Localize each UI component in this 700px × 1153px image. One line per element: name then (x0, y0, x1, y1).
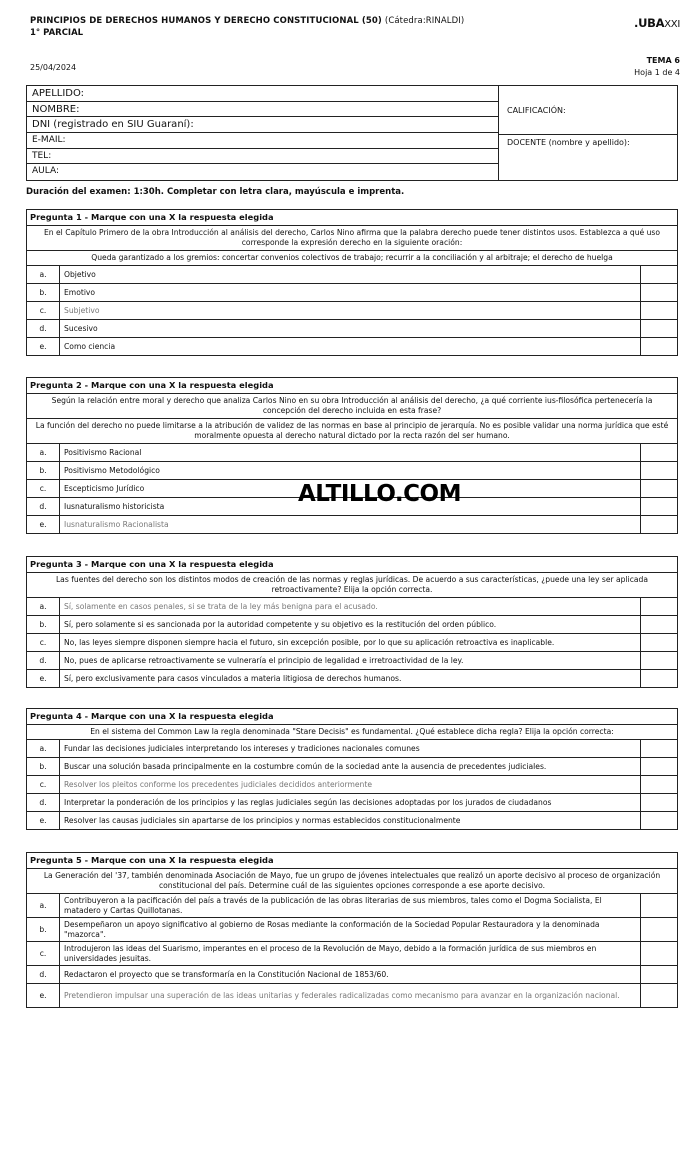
answer-box[interactable] (640, 462, 677, 479)
option-text: Positivismo Racional (64, 447, 142, 457)
question-title: Pregunta 3 - Marque con una X la respuesta elegida (27, 557, 677, 573)
answer-box[interactable] (640, 266, 677, 283)
answer-box[interactable] (640, 444, 677, 461)
option-letter: b. (27, 758, 60, 775)
course-name: PRINCIPIOS DE DERECHOS HUMANOS Y DERECHO CONSTITUCIONAL (50) (30, 16, 382, 26)
option-row (27, 966, 677, 984)
option-row (27, 516, 677, 534)
answer-box[interactable] (640, 320, 677, 337)
option-letter: d. (27, 320, 60, 337)
exam-header (30, 16, 680, 76)
option-letter: a. (27, 266, 60, 283)
option-letter: b. (27, 462, 60, 479)
option-text: Resolver las causas judiciales sin apartarse de los principios y normas establecidos constitucionalmente (64, 815, 461, 825)
option-row (27, 652, 677, 670)
answer-box[interactable] (640, 918, 677, 941)
option-text: Sí, solamente en casos penales, si se trata de la ley más benigna para el acusado. (64, 601, 378, 611)
question-title: Pregunta 1 - Marque con una X la respuesta elegida (27, 210, 677, 226)
option-text: Introdujeron las ideas del Suarismo, imperantes en el proceso de la Revolución de Mayo, debido a la formación jurídica de sus miembros en universidades jesuitas. (64, 943, 597, 963)
answer-box[interactable] (640, 516, 677, 533)
nombre-field[interactable]: NOMBRE: (27, 102, 498, 118)
option-letter: b. (27, 616, 60, 633)
page-count: Hoja 1 de 4 (634, 68, 680, 77)
question-title: Pregunta 4 - Marque con una X la respuesta elegida (27, 709, 677, 725)
answer-box[interactable] (640, 284, 677, 301)
answer-box[interactable] (640, 740, 677, 757)
question-statement: Según la relación entre moral y derecho que analiza Carlos Nino en su obra Introducción al análisis del derecho, ¿a qué corriente ius-filosófica pertenecería la concepción del derecho incluida en esta frase? (27, 394, 677, 419)
option-row (27, 794, 677, 812)
option-row (27, 740, 677, 758)
option-row (27, 894, 677, 918)
option-letter: e. (27, 516, 60, 533)
tel-field[interactable]: TEL: (27, 149, 498, 165)
option-letter: c. (27, 942, 60, 965)
option-letter: c. (27, 634, 60, 651)
option-text: Positivismo Metodológico (64, 465, 160, 475)
answer-box[interactable] (640, 634, 677, 651)
question-quote: Queda garantizado a los gremios: concertar convenios colectivos de trabajo; recurrir a la conciliación y al arbitraje; el derecho de huelga (27, 251, 677, 266)
course-title (30, 16, 680, 26)
answer-box[interactable] (640, 652, 677, 669)
brand-sub: XXI (664, 19, 680, 30)
option-letter: b. (27, 284, 60, 301)
option-text: Resolver los pleitos conforme los precedentes judiciales decididos anteriormente (64, 779, 373, 789)
aula-field[interactable]: AULA: (32, 166, 59, 177)
option-row (27, 670, 677, 688)
email-field[interactable]: E-MAIL: (27, 133, 498, 149)
option-text: Como ciencia (64, 341, 116, 351)
option-letter: e. (27, 338, 60, 355)
docente-field[interactable]: DOCENTE (nombre y apellido): (507, 138, 630, 147)
brand-main: .UBA (634, 16, 665, 30)
option-letter: e. (27, 670, 60, 687)
question-5 (26, 852, 678, 1008)
option-text: Objetivo (64, 269, 96, 279)
option-letter: c. (27, 776, 60, 793)
option-letter: d. (27, 498, 60, 515)
grading-fields (499, 86, 677, 180)
option-text: Sí, pero exclusivamente para casos vinculados a materia litigiosa de derechos humanos. (64, 673, 402, 683)
parcial-label: 1° PARCIAL (30, 28, 84, 38)
altillo-watermark: ALTILLO.COM (298, 481, 461, 507)
answer-box[interactable] (640, 942, 677, 965)
dni-field[interactable]: DNI (registrado en SIU Guaraní): (27, 117, 498, 133)
option-text: No, las leyes siempre disponen siempre hacia el futuro, sin excepción posible, por lo que su aplicación retroactiva es inaplicable. (64, 637, 555, 647)
exam-instructions: Duración del examen: 1:30h. Completar con letra clara, mayúscula e imprenta. (26, 187, 405, 197)
question-quote: La función del derecho no puede limitarse a la atribución de validez de las normas en base al principio de jerarquía. No es posible validar una norma jurídica que esté moralmente opuesta al derecho natural dictado por la recta razón del ser humano. (27, 419, 677, 444)
question-statement: Las fuentes del derecho son los distintos modos de creación de las normas y reglas jurídicas. De acuerdo a sus características, ¿puede una ley ser aplicada retroactivamente? Elija la opción correcta. (27, 573, 677, 598)
option-text: Iusnaturalismo historicista (64, 501, 165, 511)
answer-box[interactable] (640, 598, 677, 615)
option-text: Contribuyeron a la pacificación del país a través de la publicación de las obras literarias de sus miembros, tales como el Dogma Socialista, El matadero y Cartas Quillotanas. (64, 895, 602, 915)
answer-box[interactable] (640, 984, 677, 1007)
option-row (27, 942, 677, 966)
option-letter: e. (27, 812, 60, 829)
question-4 (26, 708, 678, 830)
option-text: Sí, pero solamente si es sancionada por la autoridad competente y su objetivo es la restitución del orden público. (64, 619, 497, 629)
option-row (27, 634, 677, 652)
student-fields (27, 86, 499, 180)
option-text: Emotivo (64, 287, 96, 297)
option-letter: a. (27, 894, 60, 917)
option-row (27, 758, 677, 776)
option-row (27, 302, 677, 320)
option-row (27, 284, 677, 302)
answer-box[interactable] (640, 616, 677, 633)
option-text: Buscar una solución basada principalmente en la costumbre común de la sociedad ante la ausencia de precedentes judiciales. (64, 761, 547, 771)
question-3 (26, 556, 678, 688)
question-2 (26, 377, 678, 534)
answer-box[interactable] (640, 966, 677, 983)
answer-box[interactable] (640, 758, 677, 775)
exam-date: 25/04/2024 (30, 63, 77, 72)
option-row (27, 776, 677, 794)
option-letter: e. (27, 984, 60, 1007)
option-row (27, 266, 677, 284)
option-row (27, 338, 677, 356)
option-letter: a. (27, 598, 60, 615)
option-letter: a. (27, 444, 60, 461)
option-text: Fundar las decisiones judiciales interpretando los intereses y tradiciones nacionales comunes (64, 743, 420, 753)
answer-box[interactable] (640, 338, 677, 355)
answer-box[interactable] (640, 794, 677, 811)
option-text: No, pues de aplicarse retroactivamente se vulneraría el principio de legalidad e irretroactividad de la ley. (64, 655, 464, 665)
option-text: Desempeñaron un apoyo significativo al gobierno de Rosas mediante la conformación de la Sociedad Popular Restauradora y la denominada "mazorca". (64, 919, 600, 939)
tema-label: TEMA 6 (646, 56, 680, 65)
answer-box[interactable] (640, 498, 677, 515)
option-row (27, 984, 677, 1008)
calificacion-field[interactable]: CALIFICACIÓN: (499, 86, 677, 135)
option-text: Redactaron el proyecto que se transformaría en la Constitución Nacional de 1853/60. (64, 969, 389, 979)
option-text: Sucesivo (64, 323, 98, 333)
option-row (27, 918, 677, 942)
answer-box[interactable] (640, 894, 677, 917)
student-id-box (26, 85, 678, 181)
option-text: Subjetivo (64, 305, 100, 315)
option-text: Escepticismo Jurídico (64, 483, 145, 493)
option-text: Iusnaturalismo Racionalista (64, 519, 169, 529)
answer-box[interactable] (640, 480, 677, 497)
answer-box[interactable] (640, 670, 677, 687)
question-title: Pregunta 2 - Marque con una X la respuesta elegida (27, 378, 677, 394)
apellido-field[interactable]: APELLIDO: (27, 86, 498, 102)
option-row (27, 320, 677, 338)
option-text: Interpretar la ponderación de los principios y las reglas judiciales según las decisiones adoptadas por los jurados de ciudadanos (64, 797, 552, 807)
question-1 (26, 209, 678, 356)
option-letter: c. (27, 480, 60, 497)
question-statement: En el sistema del Common Law la regla denominada "Stare Decisis" es fundamental. ¿Qué establece dicha regla? Elija la opción correcta: (27, 725, 677, 740)
question-statement: La Generación del '37, también denominada Asociación de Mayo, fue un grupo de jóvenes intelectuales que realizó un aporte decisivo al proceso de organización constitucional del país. Determine cuál de las siguientes opciones corresponde a ese aporte decisivo. (27, 869, 677, 894)
option-row (27, 444, 677, 462)
answer-box[interactable] (640, 812, 677, 829)
option-row (27, 598, 677, 616)
option-letter: d. (27, 652, 60, 669)
uba-xxi-logo (634, 16, 680, 30)
option-text: Pretendieron impulsar una superación de las ideas unitarias y federales radicalizadas como mecanismo para avanzar en la organización nacional. (64, 990, 620, 1000)
option-row (27, 812, 677, 830)
catedra: (Cátedra:RINALDI) (384, 16, 465, 26)
question-statement: En el Capítulo Primero de la obra Introducción al análisis del derecho, Carlos Nino afirma que la palabra derecho puede tener distintos usos. Establezca a qué uso corresponde la expresión derecho en la siguiente oración: (27, 226, 677, 251)
question-title: Pregunta 5 - Marque con una X la respuesta elegida (27, 853, 677, 869)
option-letter: d. (27, 966, 60, 983)
option-letter: b. (27, 918, 60, 941)
option-letter: c. (27, 302, 60, 319)
option-row (27, 462, 677, 480)
answer-box[interactable] (640, 302, 677, 319)
option-row (27, 616, 677, 634)
option-letter: d. (27, 794, 60, 811)
option-letter: a. (27, 740, 60, 757)
answer-box[interactable] (640, 776, 677, 793)
